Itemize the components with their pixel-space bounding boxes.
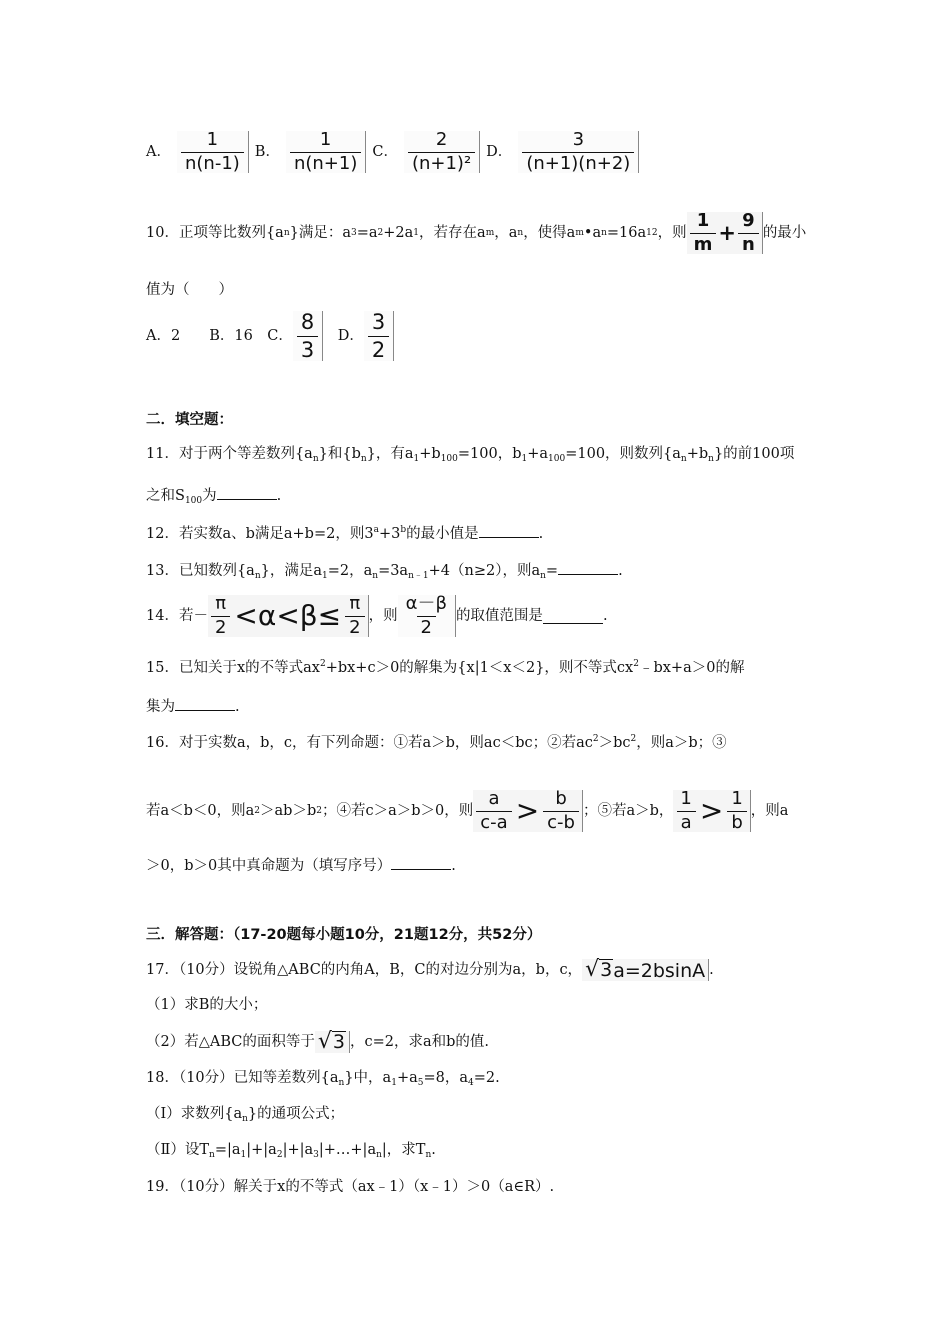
q9-option-b-label: B． — [254, 144, 280, 160]
q12: 12．若实数a、b满足a+b=2，则$3^a+3^b$的最小值是 . — [146, 525, 544, 542]
q9-option-b-fraction: $\frac{1}{n(n+1)}$ — [286, 131, 366, 174]
q16-inequality-5: $\frac{1}{a}$ > $\frac{1}{b}$ — [673, 790, 750, 833]
q9-option-d-label: D． — [486, 144, 513, 160]
q10-expression: $\frac{1}{m}$ + $\frac{9}{n}$ — [687, 212, 763, 255]
answer-blank — [175, 696, 235, 711]
q16-line3: ＞0，b＞0其中真命题为（填写序号） . — [146, 855, 890, 876]
q14: 14．若－ $\frac{\pi}{2}$ <α<β≤ $\frac{\pi}{2}$ ，则 $\frac{\alpha-\beta}{2}$ 的取值范围是 . — [146, 592, 608, 638]
q11-line2: 之和$S_{100}$为 . — [146, 485, 890, 506]
q16-line1: 16．对于实数a，b，c，有下列命题：①若a＞b，则ac＜bc；②若$ac^2>bc^2$，则a＞b；③ — [146, 734, 727, 751]
q17-stem: 17．（10分）设锐角△ABC的内角A，B，C的对边分别为a，b，c， √ 3 a=2bsinA . — [146, 957, 714, 982]
q9-option-a-fraction: $\frac{1}{n(n-1)}$ — [177, 131, 249, 174]
sqrt3-formula: √ 3 — [315, 1031, 350, 1053]
answer-blank — [558, 560, 618, 575]
q10-option-c-fraction: $\frac{8}{3}$ — [293, 311, 323, 360]
q14-expression: $\frac{\alpha-\beta}{2}$ — [398, 595, 456, 638]
q17-part1: （1）求B的大小； — [146, 997, 268, 1013]
q17-part2: （2）若△ABC的面积等于 √ 3 ，c=2，求a和b的值. — [146, 1029, 490, 1054]
q10-stem-line2: 值为（ ） — [146, 282, 233, 298]
answer-blank — [391, 855, 451, 870]
q18-part2: （Ⅱ）设$T_n=|a_1|+|a_2|+|a_3|+\dots+|a_n|$，求$T_n$. — [146, 1142, 436, 1160]
q18-stem: 18．（10分）已知等差数列$\{a_n\}$中，$a_1+a_5=8$，$a_4=2$. — [146, 1070, 500, 1088]
section-2-title: 二．填空题： — [146, 412, 233, 428]
answer-blank — [543, 609, 603, 624]
q14-inequality: $\frac{\pi}{2}$ <α<β≤ $\frac{\pi}{2}$ — [208, 595, 369, 638]
section-3-title: 三．解答题：（17-20题每小题10分，21题12分，共52分） — [146, 927, 542, 943]
q9-option-c-fraction: $\frac{2}{\text{(n+1)²}}$ — [404, 131, 480, 174]
q16-inequality-4: $\frac{a}{c-a}$ > $\frac{b}{c-b}$ — [473, 790, 583, 833]
answer-blank — [479, 523, 539, 538]
q15-line1: 15．已知关于x的不等式$ax^2+bx+c>0$的解集为{x|1＜x＜2}，则不等式$cx^2﹣bx+a>0$的解 — [146, 659, 745, 676]
q10-stem: 10．正项等比数列{a n }满足：a 3 =a 2 +2a 1 ，若存在a m ，a n ，使得a m •a n =16a 1 2 ，则 $\frac{1}{m}$ + $\frac{9}{n}$ 的最小 — [146, 209, 807, 255]
q9-option-c-label: C． — [372, 144, 398, 160]
q19-stem: 19．（10分）解关于x的不等式（ax﹣1）（x﹣1）＞0（a∈R）. — [146, 1179, 555, 1195]
q18-part1: （Ⅰ）求数列$\{a_n\}$的通项公式； — [146, 1106, 345, 1124]
q9-option-d-fraction: $\frac{3}{(n+1)(n+2)}$ — [518, 131, 639, 174]
q9-option-a-label: A． — [146, 144, 171, 160]
q10-options: A．2 B．16 C． $\frac{8}{3}$ D． $\frac{3}{2}$ — [146, 316, 890, 356]
q17-condition-formula: √ 3 a=2bsinA — [582, 959, 709, 981]
q11-line1: 11．对于两个等差数列$\{a_n\}$和$\{b_n\}$，有$a_1+b_{100}=100$，$b_1+a_{100}=100$，则数列$\{a_n+b_n\}$的前100项 — [146, 446, 795, 464]
q13: 13．已知数列$\{a_n\}$，满足$a_1=2$，$a_n=3a_{n﹣1}+4(n\ge 2)$，则$a_n=$ . — [146, 560, 890, 581]
q10-option-d-fraction: $\frac{3}{2}$ — [364, 311, 394, 360]
q9-options — [146, 128, 890, 176]
q16-line2: 若a＜b＜0，则a 2 ＞ab＞b 2 ；④若c＞a＞b＞0，则 $\frac{a}{c-a}$ > $\frac{b}{c-b}$ ；⑤若a＞b， $\frac{1}{a}$ > $\frac{1}{b}$ ，则a — [146, 787, 789, 833]
answer-blank — [217, 485, 277, 500]
q15-line2: 集为 . — [146, 696, 890, 717]
